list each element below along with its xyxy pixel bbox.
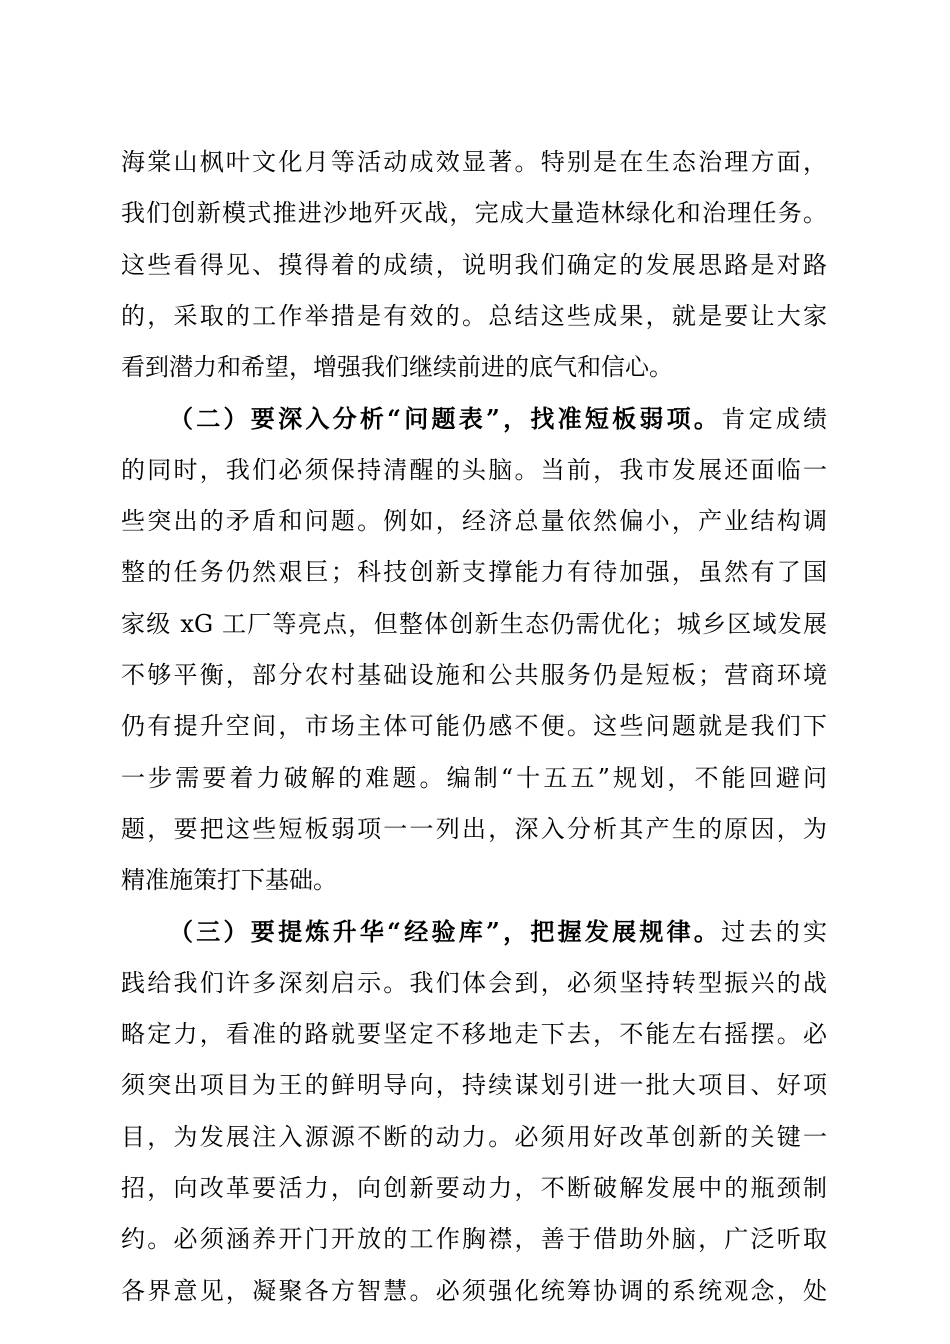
text-line: 各界意见，凝聚各方智慧。必须强化统筹协调的系统观念，处 [121,1276,827,1305]
text-line: 不够平衡，部分农村基础设施和公共服务仍是短板；营商环境 [121,660,827,689]
paragraph-first-line [121,906,827,957]
paragraph-first-line [121,393,827,444]
text-line: 题，要把这些短板弱项一一列出，深入分析其产生的原因，为 [121,814,827,843]
text-line: 须突出项目为王的鲜明导向，持续谋划引进一批大项目、好项 [121,1071,827,1100]
text-line: 仍有提升空间，市场主体可能仍感不便。这些问题就是我们下 [121,712,827,741]
text-line: 践给我们许多深刻启示。我们体会到，必须坚持转型振兴的战 [121,968,827,997]
paragraph-2 [121,393,827,906]
text-line: 这些看得见、摸得着的成绩，说明我们确定的发展思路是对路 [121,250,827,279]
text-line: 招，向改革要活力，向创新要动力，不断破解发展中的瓶颈制 [121,1173,827,1202]
text-line: 些突出的矛盾和问题。例如，经济总量依然偏小，产业结构调 [121,507,827,536]
text-line: 略定力，看准的路就要坚定不移地走下去，不能左右摇摆。必 [121,1020,827,1049]
section-heading: （二）要深入分析“问题表”，找准短板弱项。 [169,404,722,434]
text-line: 整的任务仍然艰巨；科技创新支撑能力有待加强，虽然有了国 [121,558,827,587]
text-line: 我们创新模式推进沙地歼灭战，完成大量造林绿化和治理任务。 [121,199,827,228]
text-line: 的同时，我们必须保持清醒的头脑。当前，我市发展还面临一 [121,455,827,484]
text-run: 肯定成绩 [721,405,828,434]
text-line: 一步需要着力破解的难题。编制“十五五”规划，不能回避问 [121,763,827,792]
section-heading: （三）要提炼升华“经验库”，把握发展规律。 [169,917,722,947]
document-body [121,137,827,1317]
text-line: 目，为发展注入源源不断的动力。必须用好改革创新的关键一 [121,1122,827,1151]
text-line: 看到潜力和希望，增强我们继续前进的底气和信心。 [121,353,673,382]
text-line: 精准施策打下基础。 [121,866,337,895]
text-line: 家级 xG 工厂等亮点，但整体创新生态仍需优化；城乡区域发展 [121,609,827,638]
text-line: 海棠山枫叶文化月等活动成效显著。特别是在生态治理方面， [121,148,827,176]
paragraph-1 [121,137,827,393]
paragraph-3 [121,906,827,1316]
text-line: 的，采取的工作举措是有效的。总结这些成果，就是要让大家 [121,301,827,330]
text-run: 过去的实 [721,918,828,947]
text-line: 约。必须涵养开门开放的工作胸襟，善于借助外脑，广泛听取 [121,1225,827,1254]
